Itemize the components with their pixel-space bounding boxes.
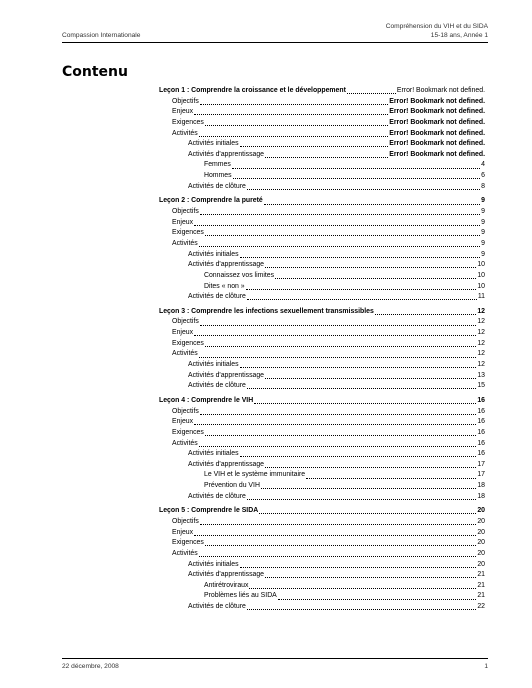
toc-entry-title: Connaissez vos limites [204,271,275,279]
toc-entry-page: 12 [477,361,485,369]
toc-dot-leader [232,167,480,169]
toc-entry[interactable] [159,260,485,271]
header-document-info [386,23,488,40]
toc-entry-title: Activités d'apprentissage [188,460,265,468]
toc-entry-title: Le VIH et le système immunitaire [204,471,306,479]
toc-dot-leader [247,387,476,389]
toc-dot-leader [200,324,477,326]
toc-entry[interactable] [159,560,485,571]
toc-dot-leader [275,277,476,279]
toc-dot-leader [247,608,476,610]
toc-entry[interactable] [159,317,485,328]
toc-entry[interactable] [159,570,485,581]
toc-dot-leader [240,566,477,568]
toc-entry-title: Enjeux [172,329,194,337]
toc-entry-page: 21 [477,592,485,600]
toc-entry-title: Objectifs [172,208,199,216]
toc-entry-page: Error! Bookmark not defined. [396,87,485,94]
toc-lesson-entry[interactable] [159,86,485,97]
toc-dot-leader [265,266,476,268]
toc-dot-leader [200,213,480,215]
toc-dot-leader [194,224,480,226]
toc-dot-leader [205,544,477,546]
toc-entry-title: Objectifs [172,517,199,525]
toc-entry-title: Enjeux [172,418,194,426]
toc-entry-title: Dites « non » [204,282,245,290]
header-rule [62,42,488,43]
toc-entry-title: Exigences [172,539,204,547]
toc-entry-title: Problèmes liés au SIDA [204,592,277,600]
toc-entry-page: 9 [481,197,485,205]
toc-dot-leader [199,245,481,247]
toc-entry[interactable] [159,581,485,592]
toc-entry-page: 10 [477,261,485,269]
toc-entry-page: 20 [477,507,485,515]
toc-entry-page: 6 [481,172,485,180]
toc-entry-page: 20 [477,528,485,536]
toc-lesson-entry[interactable] [159,506,485,517]
toc-dot-leader [247,498,476,500]
toc-entry-page: Error! Bookmark not defined. [389,129,485,137]
toc-entry-title: Activités d'apprentissage [188,150,265,158]
toc-entry-page: 9 [481,250,485,258]
toc-dot-leader [194,113,388,115]
toc-entry[interactable] [159,528,485,539]
toc-dot-leader [347,92,396,94]
toc-entry-page: 10 [477,271,485,279]
toc-entry-title: Activités [172,439,198,447]
toc-entry[interactable] [159,250,485,261]
toc-entry-page: Error! Bookmark not defined. [389,108,485,116]
toc-entry-title: Activités initiales [188,450,239,458]
toc-dot-leader [254,402,476,404]
toc-entry[interactable] [159,492,485,503]
toc-lesson-entry[interactable] [159,307,485,318]
toc-entry[interactable] [159,460,485,471]
footer-date: 22 décembre, 2008 [62,663,119,670]
toc-entry[interactable] [159,538,485,549]
toc-dot-leader [264,203,480,205]
toc-entry-title: Activités [172,239,198,247]
toc-entry-title: Activités initiales [188,250,239,258]
toc-entry-page: 8 [481,182,485,190]
toc-dot-leader [200,523,477,525]
toc-entry-page: 16 [477,418,485,426]
toc-dot-leader [199,135,389,137]
toc-entry[interactable] [159,371,485,382]
toc-entry-page: Error! Bookmark not defined. [389,140,485,148]
toc-entry-title: Activités [172,350,198,358]
toc-entry-title: Exigences [172,229,204,237]
toc-dot-leader [199,356,477,358]
toc-entry[interactable] [159,228,485,239]
toc-dot-leader [265,156,388,158]
toc-entry-page: 20 [477,517,485,525]
toc-entry-title: Activités initiales [188,361,239,369]
toc-entry-title: Prévention du VIH [204,482,260,490]
toc-entry[interactable] [159,591,485,602]
toc-entry-page: 16 [477,428,485,436]
toc-entry[interactable] [159,207,485,218]
toc-dot-leader [240,455,477,457]
toc-entry[interactable] [159,328,485,339]
toc-dot-leader [240,145,389,147]
toc-entry-page: 12 [477,329,485,337]
toc-entry-page: 18 [477,492,485,500]
toc-entry-title: Hommes [204,172,232,180]
toc-entry-title: Activités initiales [188,560,239,568]
toc-entry-page: Error! Bookmark not defined. [389,118,485,126]
toc-entry-title: Activités de clôture [188,603,246,611]
toc-entry[interactable] [159,517,485,528]
toc-entry[interactable] [159,339,485,350]
toc-dot-leader [205,234,480,236]
toc-entry-page: 11 [477,293,485,301]
toc-entry-page: 12 [477,339,485,347]
toc-entry-page: 16 [477,396,485,404]
toc-entry-title: Exigences [172,118,204,126]
toc-dot-leader [199,555,477,557]
toc-entry-title: Activités de clôture [188,382,246,390]
toc-dot-leader [200,103,388,105]
toc-entry-page: 16 [477,407,485,415]
toc-entry[interactable] [159,118,485,129]
toc-entry-title: Leçon 3 : Comprendre les infections sexuellement transmissibles [159,307,374,315]
toc-entry-title: Leçon 2 : Comprendre la pureté [159,197,263,205]
toc-entry-page: 17 [477,471,485,479]
toc-entry-page: 20 [477,539,485,547]
toc-entry-page: 16 [477,439,485,447]
toc-entry[interactable] [159,349,485,360]
toc-entry[interactable] [159,160,485,171]
toc-entry-title: Activités initiales [188,140,239,148]
toc-entry-title: Activités [172,549,198,557]
toc-dot-leader [194,334,476,336]
toc-entry-page: 21 [477,571,485,579]
toc-entry-title: Enjeux [172,108,194,116]
footer-page-number: 1 [484,663,488,670]
toc-entry-title: Exigences [172,339,204,347]
toc-entry-page: 22 [477,603,485,611]
toc-entry-page: 9 [481,239,485,247]
toc-entry-title: Leçon 4 : Comprendre le VIH [159,396,254,404]
toc-dot-leader [261,487,476,489]
toc-entry[interactable] [159,439,485,450]
toc-entry[interactable] [159,282,485,293]
toc-entry-page: Error! Bookmark not defined. [389,97,485,105]
toc-entry-title: Objectifs [172,97,199,105]
toc-dot-leader [200,413,477,415]
toc-entry-title: Activités de clôture [188,293,246,301]
toc-entry-page: 17 [477,460,485,468]
toc-dot-leader [247,298,477,300]
toc-dot-leader [249,587,476,589]
toc-entry[interactable] [159,139,485,150]
toc-dot-leader [240,366,477,368]
toc-dot-leader [259,512,476,514]
toc-entry[interactable] [159,417,485,428]
toc-dot-leader [265,377,476,379]
toc-entry-page: 10 [477,282,485,290]
toc-entry[interactable] [159,381,485,392]
toc-entry-title: Activités d'apprentissage [188,371,265,379]
toc-entry[interactable] [159,107,485,118]
toc-entry[interactable] [159,481,485,492]
toc-entry-page: 12 [477,350,485,358]
toc-entry-title: Enjeux [172,528,194,536]
header-audience: 15-18 ans, Année 1 [430,31,488,39]
header-document-title: Compréhension du VIH et du SIDA [385,23,488,30]
toc-entry-page: 9 [481,229,485,237]
toc-entry-title: Activités de clôture [188,492,246,500]
toc-dot-leader [199,445,477,447]
footer-rule [62,658,488,659]
toc-entry-title: Activités [172,129,198,137]
toc-entry[interactable] [159,449,485,460]
toc-entry[interactable] [159,549,485,560]
toc-dot-leader [306,477,476,479]
toc-entry-title: Activités d'apprentissage [188,261,265,269]
toc-entry-page: 21 [477,581,485,589]
toc-entry-page: 9 [481,208,485,216]
toc-entry[interactable] [159,182,485,193]
toc-entry-title: Leçon 1 : Comprendre la croissance et le développement [159,87,346,94]
toc-entry-page: 18 [477,482,485,490]
toc-entry[interactable] [159,271,485,282]
table-of-contents [159,86,485,613]
toc-entry[interactable] [159,407,485,418]
toc-dot-leader [205,345,477,347]
toc-entry[interactable] [159,97,485,108]
toc-dot-leader [265,576,476,578]
toc-entry-title: Enjeux [172,218,194,226]
toc-entry-title: Activités d'apprentissage [188,571,265,579]
page-title: Contenu [62,64,128,80]
toc-entry-title: Objectifs [172,318,199,326]
toc-entry-title: Leçon 5 : Comprendre le SIDA [159,507,259,515]
toc-entry-page: 13 [477,371,485,379]
toc-dot-leader [265,466,476,468]
toc-entry-title: Activités de clôture [188,182,246,190]
toc-entry-page: 15 [477,382,485,390]
toc-entry-page: 20 [477,560,485,568]
toc-dot-leader [194,534,476,536]
toc-entry[interactable] [159,129,485,140]
toc-lesson-entry[interactable] [159,396,485,407]
toc-entry-title: Antirétroviraux [204,581,249,589]
header-organization: Compassion Internationale [62,32,141,39]
toc-dot-leader [194,423,476,425]
toc-entry-page: 12 [477,318,485,326]
toc-dot-leader [233,177,481,179]
toc-dot-leader [278,598,477,600]
toc-dot-leader [205,434,477,436]
toc-entry-title: Objectifs [172,407,199,415]
toc-entry[interactable] [159,218,485,229]
toc-entry[interactable] [159,360,485,371]
toc-dot-leader [240,256,481,258]
toc-dot-leader [247,188,480,190]
toc-entry-page: Error! Bookmark not defined. [389,150,485,158]
toc-entry[interactable] [159,150,485,161]
toc-entry-page: 12 [477,307,485,315]
toc-entry-page: 20 [477,549,485,557]
toc-entry[interactable] [159,602,485,613]
toc-entry-title: Exigences [172,428,204,436]
toc-entry-page: 4 [481,161,485,169]
toc-lesson-entry[interactable] [159,196,485,207]
toc-entry[interactable] [159,470,485,481]
toc-entry-page: 9 [481,218,485,226]
toc-entry[interactable] [159,428,485,439]
toc-entry-title: Femmes [204,161,231,169]
toc-dot-leader [375,313,477,315]
toc-entry-page: 16 [477,450,485,458]
toc-entry[interactable] [159,292,485,303]
toc-entry[interactable] [159,239,485,250]
toc-dot-leader [246,288,477,290]
toc-entry[interactable] [159,171,485,182]
toc-dot-leader [205,124,388,126]
